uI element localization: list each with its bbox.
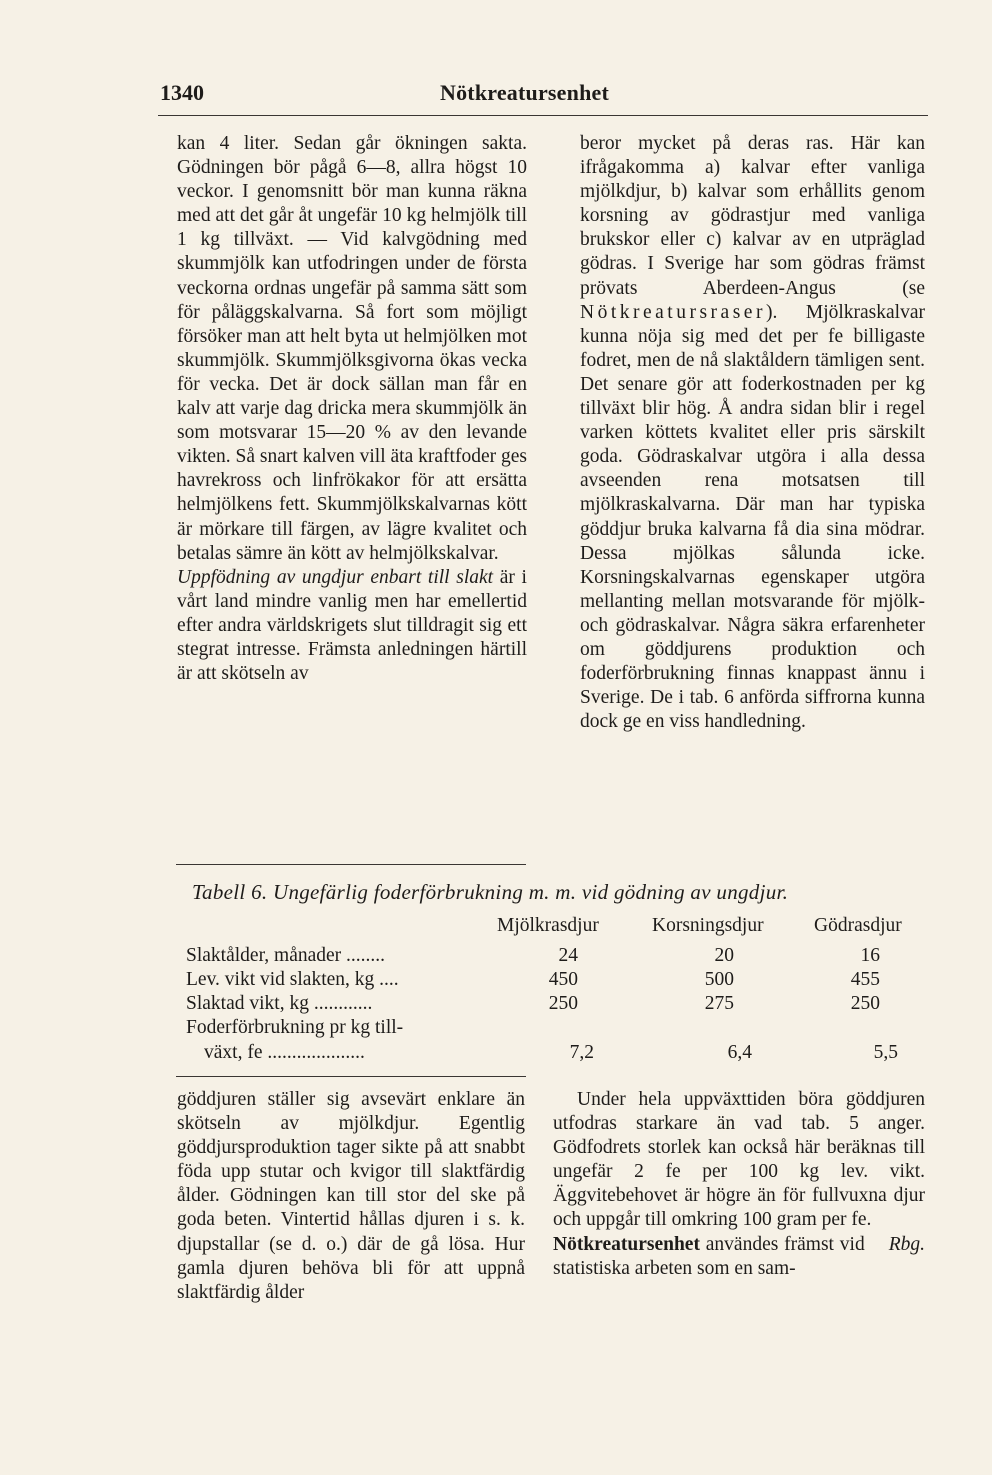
entry-title: Nötkreatursenhet — [553, 1233, 700, 1255]
table-cell: 20 — [714, 945, 734, 966]
paragraph-text: är i vårt land mindre vanlig men har emellertid efter andra världskrigets slut tilldragit sig ett stegrat intresse. Främsta anledningen härtill är att skötseln av — [177, 566, 527, 685]
table-cell: 24 — [558, 945, 578, 966]
table-cell: 275 — [704, 993, 734, 1014]
paragraph-text: användes främst vid statistiska arbeten som en sam- — [553, 1233, 865, 1279]
paragraph-text: göddjuren ställer sig avsevärt enklare än skötseln av mjölkdjur. Egentlig göddjursproduktion tager sikte på att snabbt föda upp stutar och kvigor till slaktfärdig ålder. Gödningen kan till stor del ske på goda beten. Vintertid hållas djuren i s. k. djupstallar (se d. o.) där de gå lösa. Hur gamla djuren behöva bli för att uppnå slaktfärdig ålder — [177, 1089, 525, 1303]
table-column-header: Korsningsdjur — [652, 915, 764, 936]
table-row-label: växt, fe .................... — [204, 1042, 365, 1063]
running-head: Nötkreatursenhet — [440, 80, 609, 105]
table-cell: 6,4 — [727, 1042, 752, 1063]
paragraph — [177, 132, 527, 566]
right-column-top — [580, 132, 925, 734]
italic-heading: Uppfödning av ungdjur enbart till slakt — [177, 566, 494, 588]
table-end-rule — [176, 1076, 526, 1077]
table-cell: 500 — [704, 969, 734, 990]
table-row-label: Foderförbrukning pr kg till- — [186, 1017, 404, 1038]
table-caption: Tabell 6. Ungefärlig foderförbrukning m. m. vid gödning av ungdjur. — [192, 880, 789, 904]
table-cell: 450 — [548, 969, 578, 990]
table-cell: 250 — [548, 993, 578, 1014]
table-column-header: Mjölkrasdjur — [497, 915, 599, 936]
left-column-top — [177, 132, 527, 686]
table-row-label: Slaktad vikt, kg ............ — [186, 993, 373, 1014]
paragraph-text: Under hela uppväxttiden böra göddjuren utfodras starkare än vad tab. 5 anger. Gödfodrets storlek kan också här beräknas till ungefär 2 fe per 100 kg lev. vikt. Äggvitebehovet är högre än för fullvuxna djur och uppgår till omkring 100 gram per fe. — [553, 1089, 925, 1231]
column-end-rule — [176, 864, 526, 865]
table-cell: 455 — [850, 969, 880, 990]
cross-reference: Nötkreatursraser — [580, 301, 766, 323]
paragraph-text: beror mycket på deras ras. Här kan ifrågakomma a) kalvar efter vanliga mjölkdjur, b) kalvar som erhållits genom korsning av gödrastjur med vanliga brukskor eller c) kalvar av en utpräglad gödras. I Sverige har som gödras främst prövats Aberdeen-Angus (se — [580, 133, 925, 299]
table-cell: 7,2 — [569, 1042, 594, 1063]
table-cell: 5,5 — [873, 1042, 898, 1063]
paragraph — [177, 566, 527, 686]
left-column-bottom — [177, 1088, 525, 1305]
table-row-label: Slaktålder, månader ........ — [186, 945, 386, 966]
paragraph-text: kan 4 liter. Sedan går ökningen sakta. Gödningen bör pågå 6—8, allra högst 10 veckor. I genomsnitt bör man kunna räkna med att det går åt ungefär 10 kg helmjölk till 1 kg tillväxt. — Vid kalvgödning med skummjölk kan utfodringen under de första veckorna ordnas ungefär på samma sätt som för påläggskalvarna. Så fort som möjligt försöker man att helt byta ut helmjölken mot skummjölk. Skummjölksgivorna ökas vecka för vecka. Det är dock sällan man får en kalv att varje dag dricka mera skummjölk än som motsvarar 15—20 % av den levande vikten. Så snart kalven vill äta kraftfoder ges havrekross och linfrökakor för att ersätta helmjölkens fett. Skummjölkskalvarnas kött är mörkare till färgen, av lägre kvalitet och betalas sämre än kött av helmjölkskalvar. — [177, 133, 527, 564]
page-number: 1340 — [160, 80, 204, 105]
author-signature: Rbg. — [888, 1233, 925, 1255]
table-row-label: Lev. vikt vid slakten, kg .... — [186, 969, 399, 990]
table-cell: 16 — [860, 945, 880, 966]
table-cell: 250 — [850, 993, 880, 1014]
header-rule — [158, 115, 928, 116]
paragraph-text: ). Mjölkraskalvar kunna nöja sig med det per fe billigaste fodret, men de nå slaktåldern tämligen sent. Det senare gör att foderkostnaden per kg tillväxt blir hög. Å andra sidan blir i regel varken köttets kvalitet eller pris särskilt goda. Gödraskalvar utgöra i alla dessa avseenden rena motsatsen till mjölkraskalvarna. Där man har typiska göddjur bruka kalvarna få dia sina mödrar. Dessa mjölkas sålunda icke. Korsningskalvarnas egenskaper utgöra mellanting mellan motsvarande för mjölk- och gödraskalvar. Några säkra erfarenheter om göddjurens produktion och foderförbrukning finnas knappast ännu i Sverige. De i tab. 6 anförda siffrorna kunna dock ge en viss handledning. — [580, 301, 925, 733]
right-column-bottom — [553, 1088, 925, 1281]
paragraph — [177, 1088, 525, 1305]
table-column-header: Gödrasdjur — [814, 915, 902, 936]
paragraph — [580, 132, 925, 734]
